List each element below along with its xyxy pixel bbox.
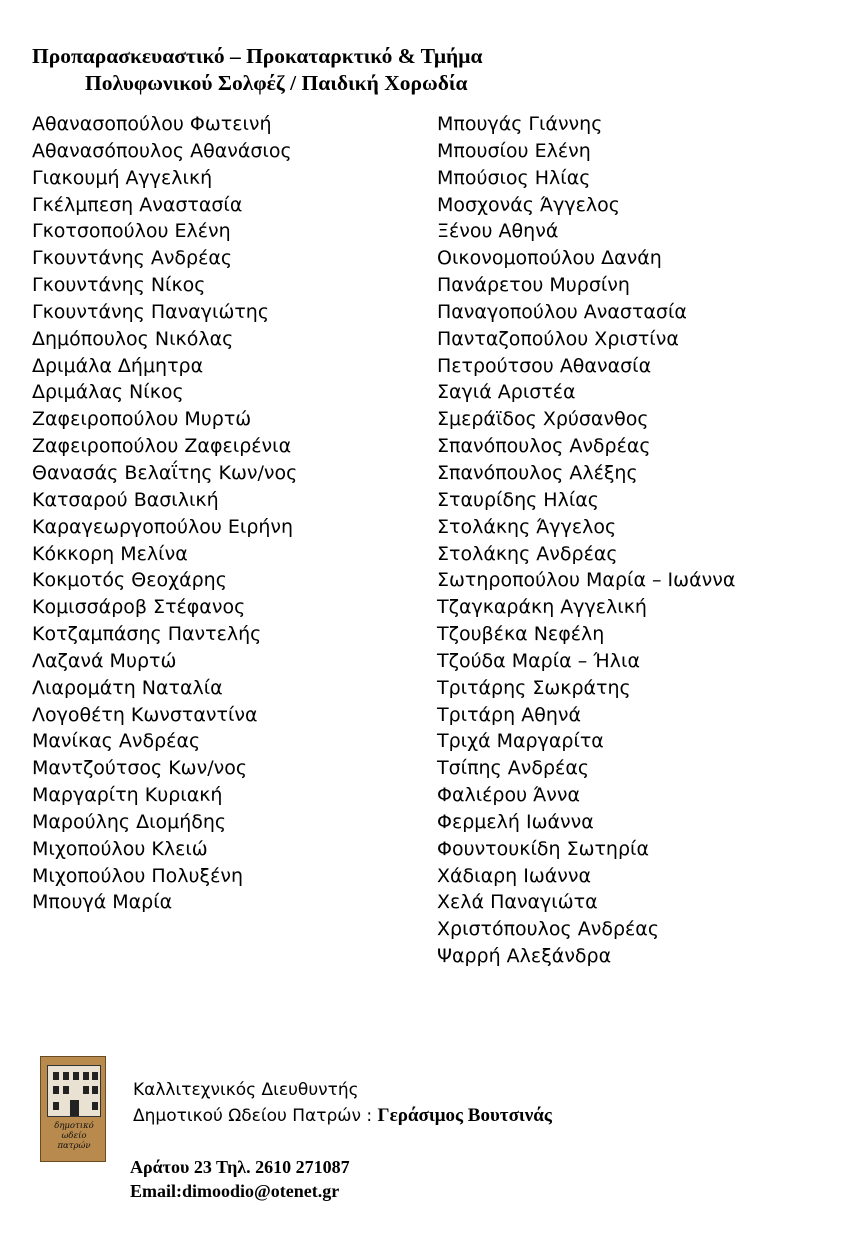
name-list-item: Πανταζοπούλου Χριστίνα	[437, 327, 679, 350]
name-list-item: Πετρούτσου Αθανασία	[437, 354, 652, 377]
name-list-item: Δριμάλα Δήμητρα	[32, 354, 204, 377]
name-list-item: Κοκμοτός Θεοχάρης	[32, 569, 227, 592]
name-list-item: Καραγεωργοπούλου Ειρήνη	[32, 515, 294, 538]
contact-address: Αράτου 23 Τηλ. 2610 271087	[130, 1157, 350, 1177]
name-list-item: Στολάκης Ανδρέας	[437, 542, 618, 565]
name-list-item: Πανάρετου Μυρσίνη	[437, 274, 630, 297]
page-title-line-1: Προπαρασκευαστικό – Προκαταρκτικό & Τμήμα	[32, 44, 483, 68]
names-column-right	[437, 111, 847, 970]
name-list-item: Μαντζούτσος Κων/νος	[32, 757, 247, 780]
name-list-item: Λογοθέτη Κωνσταντίνα	[32, 703, 258, 726]
contact-email: Email:dimoodio@otenet.gr	[130, 1181, 340, 1201]
director-block	[133, 1078, 552, 1129]
name-list-item: Λιαρομάτη Ναταλία	[32, 676, 223, 699]
contact-block	[130, 1155, 350, 1203]
name-list-item: Μιχοπούλου Πολυξένη	[32, 864, 244, 887]
name-list-item: Μαρούλης Διομήδης	[32, 810, 227, 833]
name-list-item: Σταυρίδης Ηλίας	[437, 488, 599, 511]
name-list-item: Φουντουκίδη Σωτηρία	[437, 837, 649, 860]
name-list-item: Τζουβέκα Νεφέλη	[437, 623, 605, 646]
name-list-item: Σπανόπουλος Ανδρέας	[437, 435, 651, 458]
name-list-item: Γκουντάνης Νίκος	[32, 274, 206, 297]
name-list-item: Θανασάς Βελαΐτης Κων/νος	[32, 461, 298, 484]
name-list-item: Λαζανά Μυρτώ	[32, 649, 177, 672]
name-list-item: Σπανόπουλος Αλέξης	[437, 461, 638, 484]
building-icon	[47, 1065, 101, 1117]
name-list-item: Ζαφειροπούλου Ζαφειρένια	[32, 435, 292, 458]
page-title-line-2: Πολυφωνικού Σολφέζ / Παιδική Χορωδία	[85, 71, 468, 95]
name-list-item: Μπούσιος Ηλίας	[437, 166, 591, 189]
name-list-item: Τσίπης Ανδρέας	[437, 757, 589, 780]
name-list-item: Γιακουμή Αγγελική	[32, 166, 213, 189]
name-list-item: Χριστόπουλος Ανδρέας	[437, 918, 659, 941]
name-list-item: Χάδιαρη Ιωάννα	[437, 864, 592, 887]
name-list-item: Μαργαρίτη Κυριακή	[32, 784, 223, 807]
name-list-item: Μιχοπούλου Κλειώ	[32, 837, 208, 860]
name-list-item: Στολάκης Άγγελος	[437, 515, 617, 538]
name-list-item: Κατσαρού Βασιλική	[32, 488, 219, 511]
name-list-item: Σαγιά Αριστέα	[437, 381, 576, 404]
name-list-item: Γκουντάνης Ανδρέας	[32, 247, 233, 270]
name-list-item: Ξένου Αθηνά	[437, 220, 559, 243]
name-list-item: Γκέλμπεση Αναστασία	[32, 193, 243, 216]
name-list-item: Γκουντάνης Παναγιώτης	[32, 300, 269, 323]
name-list-item: Παναγοπούλου Αναστασία	[437, 300, 687, 323]
name-list-item: Μοσχονάς Άγγελος	[437, 193, 620, 216]
name-list-item: Τζαγκαράκη Αγγελική	[437, 596, 647, 619]
name-list-item: Δριμάλας Νίκος	[32, 381, 184, 404]
name-list-item: Γκοτσοπούλου Ελένη	[32, 220, 231, 243]
names-column-left	[32, 111, 422, 916]
name-list-item: Κοτζαμπάσης Παντελής	[32, 623, 262, 646]
name-list-item: Ψαρρή Αλεξάνδρα	[437, 945, 612, 968]
director-org: Δημοτικού Ωδείου Πατρών :	[133, 1106, 378, 1126]
name-list-item: Δημόπουλος Νικόλας	[32, 327, 234, 350]
name-list-item: Μπουγά Μαρία	[32, 891, 173, 914]
director-line	[133, 1103, 552, 1129]
director-name: Γεράσιμος Βουτσινάς	[377, 1105, 552, 1126]
name-list-item: Τριτάρης Σωκράτης	[437, 676, 631, 699]
name-list-item: Τριτάρη Αθηνά	[437, 703, 582, 726]
name-list-item: Χελά Παναγιώτα	[437, 891, 598, 914]
conservatory-logo	[40, 1056, 106, 1162]
name-list-item: Αθανασοπούλου Φωτεινή	[32, 113, 272, 135]
name-list-item: Τζούδα Μαρία – Ήλια	[437, 649, 641, 672]
logo-caption: δημοτικό ωδείο πατρών	[54, 1121, 94, 1151]
name-list-item: Τριχά Μαργαρίτα	[437, 730, 604, 753]
name-list-item: Κόκκορη Μελίνα	[32, 542, 188, 565]
name-list-item: Σωτηροπούλου Μαρία – Ιωάννα	[437, 569, 736, 592]
name-list-item: Κομισσάροβ Στέφανος	[32, 596, 246, 619]
name-list-item: Σμεράϊδος Χρύσανθος	[437, 408, 649, 431]
director-title: Καλλιτεχνικός Διευθυντής	[133, 1080, 359, 1100]
name-list-item: Μπουσίου Ελένη	[437, 139, 591, 162]
name-list-item: Αθανασόπουλος Αθανάσιος	[32, 139, 292, 162]
name-list-item: Μπουγάς Γιάννης	[437, 113, 603, 135]
name-list-item: Φαλιέρου Άννα	[437, 784, 581, 807]
name-list-item: Μανίκας Ανδρέας	[32, 730, 201, 753]
name-list-item: Οικονομοπούλου Δανάη	[437, 247, 662, 270]
name-list-item: Φερμελή Ιωάννα	[437, 810, 594, 833]
name-list-item: Ζαφειροπούλου Μυρτώ	[32, 408, 252, 431]
